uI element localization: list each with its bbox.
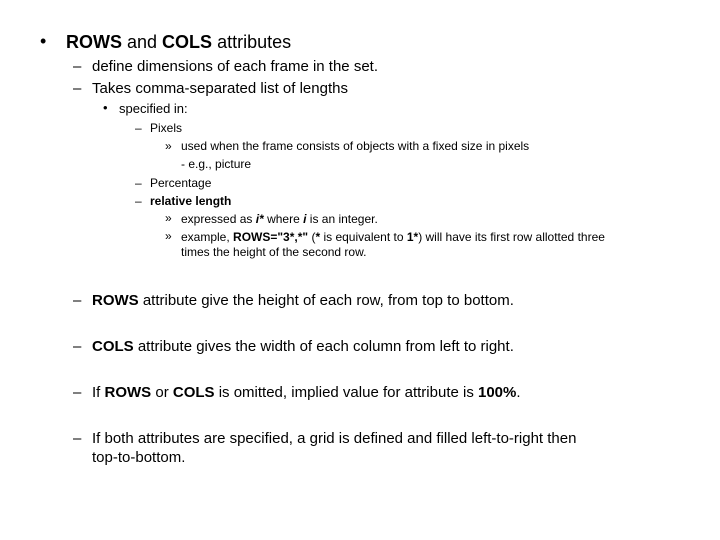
hundred-percent: 100% — [478, 384, 517, 401]
text: is omitted, implied value for attribute is — [214, 384, 478, 401]
cols-keyword: COLS — [162, 32, 213, 52]
bullet-dash: – — [135, 121, 142, 135]
pixels-example-text: - e.g., picture — [181, 157, 252, 171]
rows-example-code: ROWS="3*,*" — [233, 230, 309, 244]
text: where — [263, 212, 304, 226]
example-text-line2: times the height of the second row. — [181, 245, 367, 259]
bullet-dash: – — [73, 338, 82, 355]
rows-attribute-text — [92, 292, 514, 309]
rows-keyword: ROWS — [66, 32, 122, 52]
bullet-dash: – — [135, 194, 142, 208]
omitted-text — [92, 384, 521, 401]
percentage-text: Percentage — [150, 176, 212, 190]
star-code: * — [315, 230, 321, 244]
text: ) will have its first row allotted three — [418, 230, 605, 244]
both-attributes-text: If both attributes are specified, a grid is defined and filled left-to-right then — [92, 430, 577, 447]
text: example, — [181, 230, 234, 244]
bullet-dash: – — [73, 80, 82, 97]
text: . — [516, 384, 521, 401]
bullet-dash: – — [73, 384, 82, 401]
text: and — [122, 32, 163, 52]
bullet-arrow: » — [165, 211, 172, 225]
rows-keyword: ROWS — [104, 384, 152, 401]
bullet-dot: • — [103, 100, 108, 115]
specified-in-text: specified in: — [119, 101, 188, 116]
pixels-usage-text: used when the frame consists of objects with a fixed size in pixels — [181, 139, 530, 153]
heading-rows-cols — [66, 32, 291, 53]
bullet-arrow: » — [165, 139, 172, 153]
cols-keyword: COLS — [172, 384, 215, 401]
bullet-dash: – — [73, 292, 82, 309]
one-star-code: 1* — [406, 230, 419, 244]
text: attribute give the height of each row, from top to bottom. — [138, 292, 514, 309]
both-attributes-text-line2: top-to-bottom. — [92, 449, 186, 466]
example-text — [181, 230, 605, 244]
expressed-as-text — [181, 212, 378, 226]
pixels-text: Pixels — [150, 121, 183, 135]
text: is an integer. — [306, 212, 378, 226]
text: expressed as — [181, 212, 256, 226]
cols-attribute-text — [92, 338, 514, 355]
i-var: i — [303, 212, 307, 226]
bullet-dot: • — [40, 31, 47, 51]
bullet-dash: – — [73, 430, 82, 447]
rows-keyword: ROWS — [92, 292, 139, 309]
i-star: i* — [255, 212, 264, 226]
text: is equivalent to — [320, 230, 407, 244]
relative-length-text: relative length — [150, 194, 232, 208]
bullet-dash: – — [73, 58, 82, 75]
comma-list-text: Takes comma-separated list of lengths — [92, 80, 348, 97]
text: attribute gives the width of each column from left to right. — [133, 338, 514, 355]
cols-keyword: COLS — [92, 338, 134, 355]
text: or — [151, 384, 173, 401]
text: attributes — [212, 32, 292, 52]
bullet-dash: – — [135, 176, 142, 190]
bullet-arrow: » — [165, 229, 172, 243]
text: If — [92, 384, 105, 401]
text: ( — [308, 230, 316, 244]
define-dimensions-text: define dimensions of each frame in the set. — [92, 58, 378, 75]
